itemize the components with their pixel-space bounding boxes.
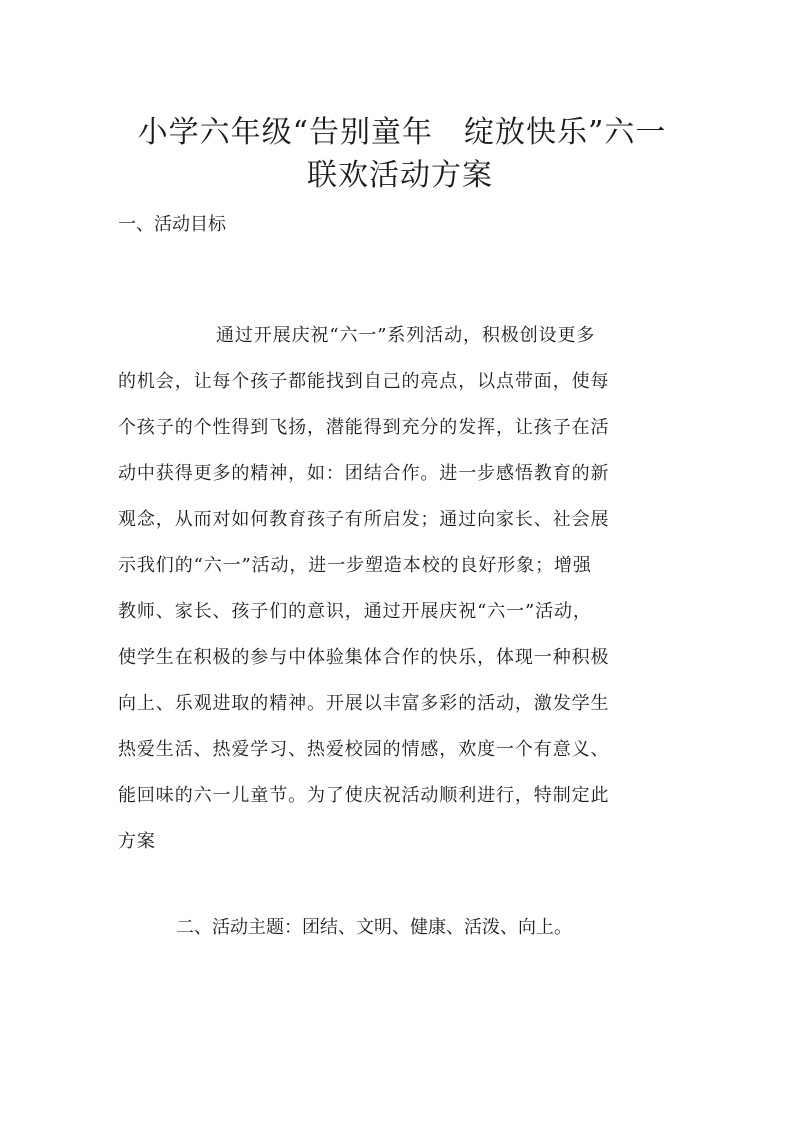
paragraph-line: 动中获得更多的精神，如：团结合作。进一步感悟教育的新 [118, 463, 610, 484]
paragraph-line: 能回味的六一儿童节。为了使庆祝活动顺利进行，特制定此 [118, 785, 610, 806]
document-title-line-2: 联欢活动方案 [307, 158, 493, 193]
section-heading-theme: 二、活动主题：团结、文明、健康、活泼、向上。 [176, 917, 572, 938]
paragraph-line: 通过开展庆祝“六一”系列活动，积极创设更多 [216, 325, 596, 346]
section-heading-goals: 一、活动目标 [118, 214, 226, 235]
paragraph-line: 向上、乐观进取的精神。开展以丰富多彩的活动，激发学生 [118, 693, 610, 714]
paragraph-line: 使学生在积极的参与中体验集体合作的快乐，体现一种积极 [118, 647, 610, 668]
paragraph-line: 方案 [118, 831, 156, 852]
document-title-line-1: 小学六年级“告别童年 绽放快乐”六一 [137, 115, 667, 150]
paragraph-line: 教师、家长、孩子们的意识，通过开展庆祝“六一”活动， [118, 601, 592, 622]
paragraph-line: 的机会，让每个孩子都能找到自己的亮点，以点带面，使每 [118, 371, 610, 392]
paragraph-line: 热爱生活、热爱学习、热爱校园的情感，欢度一个有意义、 [118, 739, 610, 760]
paragraph-line: 个孩子的个性得到飞扬，潜能得到充分的发挥，让孩子在活 [118, 417, 610, 438]
paragraph-line: 示我们的“六一”活动，进一步塑造本校的良好形象；增强 [118, 555, 592, 576]
paragraph-line: 观念，从而对如何教育孩子有所启发；通过向家长、社会展 [118, 509, 610, 530]
